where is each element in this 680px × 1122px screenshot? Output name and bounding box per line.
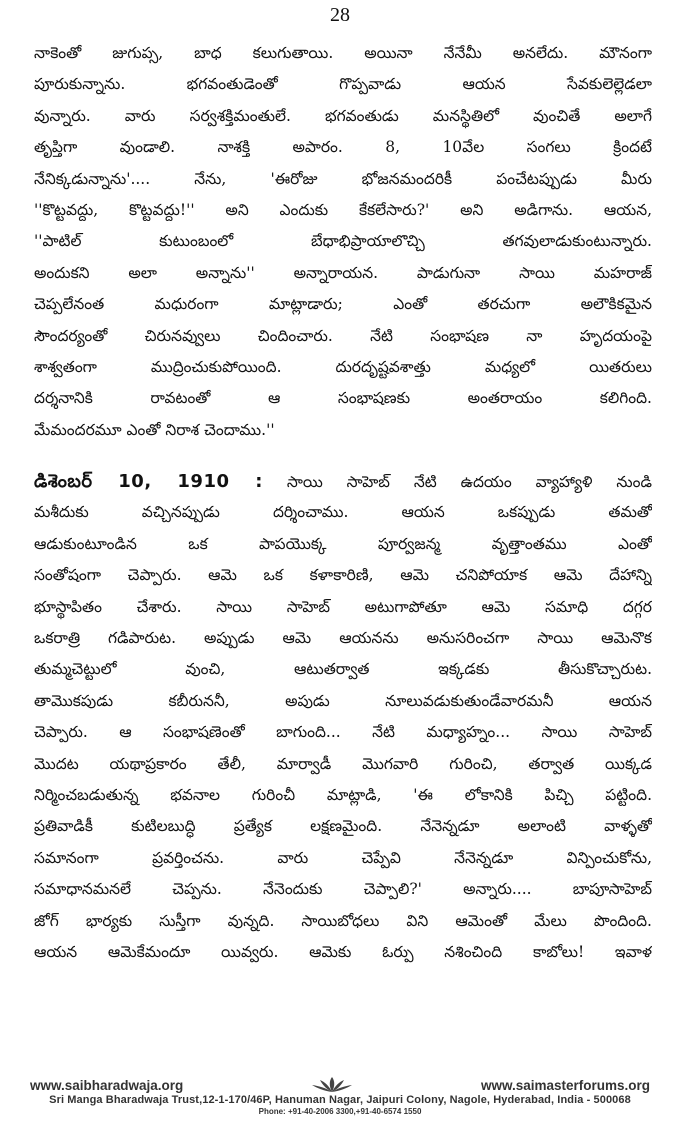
paragraph-1 (34, 38, 652, 446)
text-line: మొదట యథాప్రకారం తేలీ, మార్వాడీ మొగవారి గురించి, తర్వాత యిక్కడ (34, 754, 652, 773)
text-line: సమాధానమనలే చెప్పను. నేనెందుకు చెప్పాలి?' అన్నారు.... బాపూసాహెబ్ (34, 880, 652, 899)
text-line-rest: సాయి సాహెబ్ నేటి ఉదయం వ్యాహ్యాళి నుండి (262, 473, 652, 492)
text-line: వున్నారు. వారు సర్వశక్తిమంతులే. భగవంతుడు మనస్థితిలో వుంచితే అలాగే (34, 106, 652, 125)
text-line: ''పాటిల్ కుటుంబంలో బేధాభిప్రాయాలొచ్చి తగవులాడుకుంటున్నారు. (34, 232, 652, 251)
text-line: జోగ్ భార్యకు సుస్తీగా వున్నది. సాయిబోధలు విని ఆమెంతో మేలు పొందింది. (34, 911, 652, 930)
paragraph-2 (34, 466, 652, 968)
website-link-right[interactable]: www.saimasterforums.org (480, 1077, 650, 1093)
text-line: తుమ్మచెట్టులో వుంచి, ఆటుతర్వాత ఇక్కడకు తీసుకొచ్చారుట. (34, 660, 652, 679)
text-line: నిర్మించబడుతున్న భవనాల గురించీ మాట్లాడి, 'ఈ లోకానికి పిచ్చి పట్టింది. (34, 785, 652, 804)
paragraph-gap (34, 446, 652, 466)
text-line: మశీదుకు వచ్చినప్పుడు దర్శించాము. ఆయన ఒకప్పుడు తమతో (34, 503, 652, 522)
trust-address: Sri Manga Bharadwaja Trust,12-1-170/46P, Hanuman Nagar, Jaipuri Colony, Nagole, Hyderabad, India - 500068 (49, 1094, 631, 1106)
text-line: శాశ్వతంగా ముద్రించుకుపోయింది. దురదృష్టవశాత్తు మధ్యలో యితరులు (34, 357, 652, 376)
text-line: ఒకరాత్రి గడిపారుట. అప్పుడు ఆమె ఆయనను అనుసరించగా సాయి ఆమెనొక (34, 629, 652, 648)
text-line: సంతోషంగా చెప్పారు. ఆమె ఒక కళాకారిణి, ఆమె చనిపోయాక ఆమె దేహాన్ని (34, 566, 652, 585)
text-line: నేనిక్కడున్నాను'.... నేను, 'ఈరోజు భోజనమందరికీ పంచేటప్పుడు మీరు (34, 169, 652, 188)
text-line: అందుకని అలా అన్నాను'' అన్నారాయన. పాడుగునా సాయి మహరాజ్ (34, 263, 652, 282)
text-line: ఆయన ఆమెకేమందూ యివ్వరు. ఆమెకు ఓర్పు నశించింది కాబోలు! ఇవాళ (34, 942, 652, 961)
text-line: పూరుకున్నాను. భగవంతుడెంతో గొప్పవాడు ఆయన సేవకులెల్లెడలా (34, 75, 652, 94)
text-line: నాకెంతో జుగుప్స, బాధ కలుగుతాయి. అయినా నేనేమీ అనలేదు. మౌనంగా (34, 44, 652, 62)
entry-date-heading: డిశెంబర్ 10, 1910 : (34, 471, 263, 493)
text-line (34, 466, 652, 497)
text-line: మేమందరమూ ఎంతో నిరాశ చెందాము.'' (34, 420, 275, 439)
text-line: సమానంగా ప్రవర్తించను. వారు చెప్పేవి నేనెన్నడూ విన్పించుకోను, (34, 848, 652, 867)
page-footer (20, 1076, 660, 1117)
page-number: 28 (330, 4, 350, 26)
text-line: తృప్తిగా వుండాలి. నాశక్తి అపారం. 8, 10వేల సంగలు క్రిందటే (34, 138, 652, 157)
text-line: ''కొట్టవద్దు, కొట్టవద్దు!'' అని ఎందుకు కేకలేసారు?' అని అడిగాను. ఆయన, (34, 200, 652, 219)
text-line: దర్శనానికి రావటంతో ఆ సంభాషణకు అంతరాయం కలిగింది. (34, 389, 652, 408)
text-line: ప్రతివాడికీ కుటిలబుద్ధి ప్రత్యేక లక్షణమైంది. నేనెన్నడూ అలాంటి వాళ్ళతో (34, 817, 652, 836)
text-line: సౌందర్యంతో చిరునవ్వులు చిందించారు. నేటి సంభాషణ నా హృదయంపై (34, 326, 652, 345)
text-line: చెప్పారు. ఆ సంభాషణెంతో బాగుంది... నేటి మధ్యాహ్నం... సాయి సాహెబ్ (34, 723, 652, 742)
text-line: తామొకపుడు కబీరుననీ, అపుడు నూలువడుకుతుండేవారమనీ ఆయన (34, 691, 652, 710)
website-link-left[interactable]: www.saibharadwaja.org (30, 1077, 184, 1093)
text-line: చెప్పలేనంత మధురంగా మాట్లాడారు; ఎంతో తరచుగా అలౌకికమైన (34, 295, 652, 314)
footer-links-row (20, 1076, 660, 1094)
phone-numbers: Phone: +91-40-2006 3300,+91-40-6574 1550 (258, 1107, 422, 1116)
text-line: భూస్థాపితం చేశారు. సాయి సాహెబ్ అటుగాపోతూ ఆమె సమాధి దగ్గర (34, 597, 652, 616)
body-text (34, 38, 652, 968)
text-line: ఆడుకుంటూండిన ఒక పాపయొక్క పూర్వజన్మ వృత్తాంతము ఎంతో (34, 534, 652, 553)
lotus-logo-icon (309, 1076, 355, 1094)
